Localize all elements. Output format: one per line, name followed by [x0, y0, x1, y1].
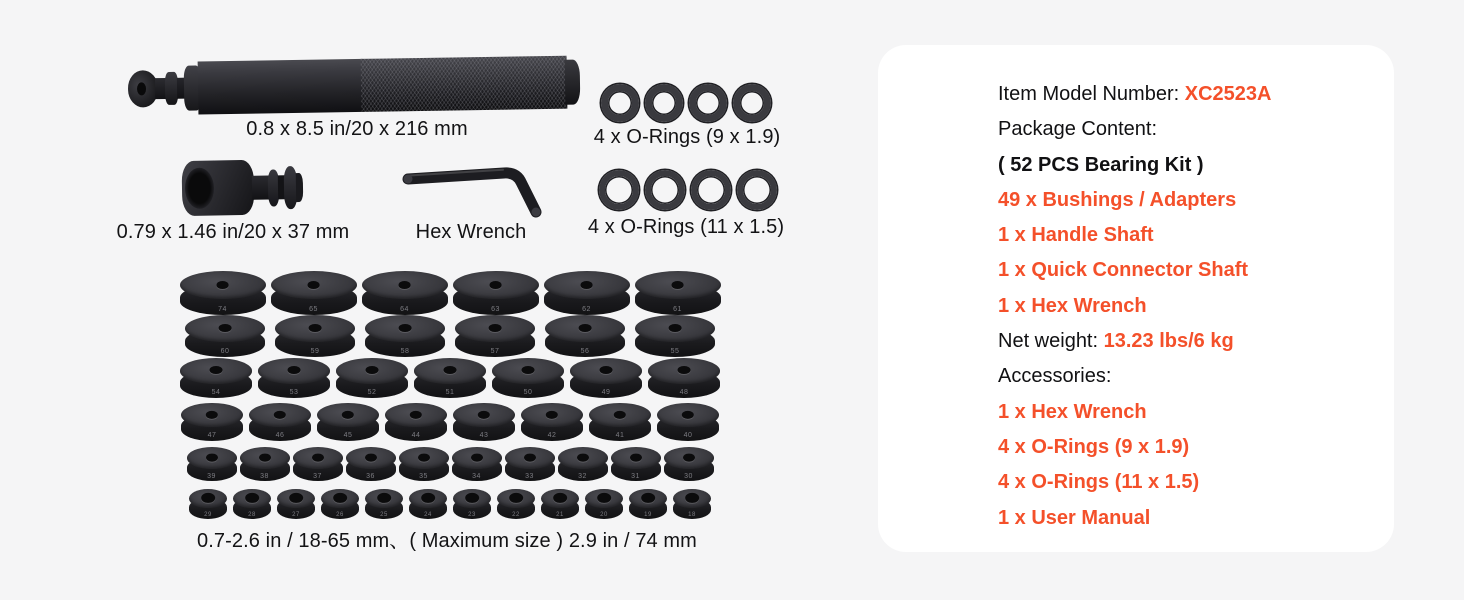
bushing-disc	[648, 358, 720, 398]
o-ring	[689, 84, 727, 122]
disc-size-label: 52	[367, 389, 377, 397]
disc-size-label: 58	[400, 348, 410, 356]
disc-hole	[206, 453, 218, 462]
bushing-row	[163, 315, 737, 357]
disc-hole	[579, 324, 592, 332]
disc-hole	[509, 493, 523, 503]
bushing-disc	[521, 403, 583, 441]
bushings-adapters-grid	[163, 271, 737, 519]
panel-value-accent: 1 x Hex Wrench	[998, 294, 1147, 317]
disc-size-label: 26	[336, 512, 344, 519]
disc-hole	[671, 281, 684, 289]
panel-line	[998, 112, 1374, 147]
disc-hole	[399, 324, 412, 332]
orings-9x1.9-image	[601, 84, 771, 122]
disc-size-label: 54	[211, 389, 221, 397]
disc-hole	[201, 493, 215, 503]
disc-size-label: 24	[424, 512, 432, 519]
disc-hole	[312, 453, 324, 462]
disc-size-label: 20	[600, 512, 608, 519]
bushing-disc	[497, 489, 535, 519]
disc-size-label: 47	[207, 432, 217, 440]
hex-wrench-image	[398, 162, 548, 222]
bushing-disc	[414, 358, 486, 398]
bushing-disc	[180, 358, 252, 398]
handle-shaft-dimensions-label: 0.8 x 8.5 in/20 x 216 mm	[246, 118, 468, 140]
disc-size-label: 38	[260, 472, 269, 480]
disc-hole	[288, 366, 301, 374]
disc-hole	[307, 281, 320, 289]
disc-size-label: 44	[411, 432, 421, 440]
panel-value-accent: 13.23 lbs/6 kg	[1103, 330, 1234, 353]
disc-hole	[418, 453, 430, 462]
disc-hole	[685, 493, 699, 503]
package-content-card	[878, 45, 1394, 552]
bushing-disc	[505, 447, 555, 481]
panel-value-accent: 1 x User Manual	[998, 506, 1151, 529]
disc-hole	[678, 366, 691, 374]
disc-size-label: 21	[556, 512, 564, 519]
o-ring	[733, 84, 771, 122]
o-ring	[601, 84, 639, 122]
connector-bore	[185, 168, 215, 209]
shaft-right-tip	[565, 59, 581, 104]
disc-hole	[444, 366, 457, 374]
disc-size-label: 35	[419, 472, 428, 480]
bushing-disc	[249, 403, 311, 441]
disc-size-label: 37	[313, 472, 322, 480]
bushing-disc	[293, 447, 343, 481]
panel-line	[998, 359, 1374, 394]
panel-line	[998, 218, 1374, 253]
disc-hole	[216, 281, 229, 289]
shaft-knurled-grip	[361, 56, 568, 112]
disc-size-label: 29	[204, 512, 212, 519]
disc-size-label: 60	[220, 348, 230, 356]
o-ring	[737, 170, 777, 210]
disc-size-label: 46	[275, 432, 285, 440]
bushing-disc	[189, 489, 227, 519]
disc-size-label: 39	[207, 472, 216, 480]
orings-9x1.9-label: 4 x O-Rings (9 x 1.9)	[593, 126, 781, 148]
panel-value-accent: 4 x O-Rings (11 x 1.5)	[998, 471, 1200, 494]
bushing-disc	[453, 271, 539, 315]
disc-hole	[245, 493, 259, 503]
disc-hole	[333, 493, 347, 503]
disc-hole	[398, 281, 411, 289]
disc-size-label: 41	[615, 432, 625, 440]
disc-hole	[580, 281, 593, 289]
disc-hole	[365, 453, 377, 462]
panel-value-accent: 49 x Bushings / Adapters	[998, 188, 1237, 211]
disc-hole	[366, 366, 379, 374]
o-ring	[691, 170, 731, 210]
bushing-disc	[544, 271, 630, 315]
disc-size-label: 65	[309, 306, 318, 314]
disc-hole	[489, 324, 502, 332]
bushing-disc	[271, 271, 357, 315]
shaft-smooth-section	[198, 59, 364, 115]
quick-connector-image	[181, 157, 304, 219]
bushing-disc	[233, 489, 271, 519]
bushing-disc	[321, 489, 359, 519]
disc-hole	[683, 453, 695, 462]
disc-hole	[309, 324, 322, 332]
bushing-disc	[629, 489, 667, 519]
disc-hole	[210, 366, 223, 374]
panel-value-accent: 1 x Quick Connector Shaft	[998, 259, 1249, 282]
disc-hole	[641, 493, 655, 503]
bushing-disc	[399, 447, 449, 481]
bushing-disc	[492, 358, 564, 398]
bushing-disc	[611, 447, 661, 481]
bushing-disc	[585, 489, 623, 519]
bushing-disc	[185, 315, 265, 357]
bushing-disc	[589, 403, 651, 441]
bushing-disc	[545, 315, 625, 357]
hex-wrench-label: Hex Wrench	[415, 221, 527, 243]
o-ring	[599, 170, 639, 210]
connector-tip	[296, 173, 304, 202]
orings-11x1.5-image	[599, 170, 777, 210]
disc-size-label: 22	[512, 512, 520, 519]
shaft-end-cap	[128, 70, 159, 107]
panel-label: Accessories:	[998, 365, 1112, 388]
bushing-disc	[664, 447, 714, 481]
disc-size-label: 32	[578, 472, 587, 480]
bushing-row	[163, 489, 737, 519]
panel-line	[998, 395, 1374, 430]
bushings-size-range-label: 0.7-2.6 in / 18-65 mm、( Maximum size ) 2.9 in / 74 mm	[197, 530, 697, 552]
quick-connector-dimensions-label: 0.79 x 1.46 in/20 x 37 mm	[116, 221, 350, 243]
bushing-disc	[635, 315, 715, 357]
disc-hole	[522, 366, 535, 374]
disc-size-label: 45	[343, 432, 353, 440]
bushing-disc	[336, 358, 408, 398]
disc-size-label: 53	[289, 389, 299, 397]
handle-shaft-image	[127, 46, 584, 123]
bushing-disc	[365, 315, 445, 357]
disc-hole	[669, 324, 682, 332]
disc-size-label: 43	[479, 432, 489, 440]
panel-line	[998, 148, 1374, 183]
disc-size-label: 33	[525, 472, 534, 480]
disc-size-label: 56	[580, 348, 590, 356]
disc-size-label: 51	[445, 389, 455, 397]
disc-hole	[219, 324, 232, 332]
panel-value-accent: 4 x O-Rings (9 x 1.9)	[998, 435, 1190, 458]
panel-line	[998, 324, 1374, 359]
disc-size-label: 62	[582, 306, 591, 314]
disc-hole	[577, 453, 589, 462]
panel-line	[998, 77, 1374, 112]
disc-size-label: 30	[684, 472, 693, 480]
panel-value-accent: 1 x Hex Wrench	[998, 400, 1147, 423]
bushing-row	[163, 447, 737, 481]
disc-size-label: 59	[310, 348, 320, 356]
bushing-disc	[570, 358, 642, 398]
bushing-disc	[558, 447, 608, 481]
disc-hole	[553, 493, 567, 503]
disc-size-label: 48	[679, 389, 689, 397]
disc-hole	[471, 453, 483, 462]
bushing-disc	[657, 403, 719, 441]
bushing-row	[163, 271, 737, 315]
disc-hole	[259, 453, 271, 462]
bushing-disc	[541, 489, 579, 519]
bushing-row	[163, 403, 737, 441]
o-ring	[645, 84, 683, 122]
disc-size-label: 64	[400, 306, 409, 314]
bushing-disc	[275, 315, 355, 357]
bushing-disc	[635, 271, 721, 315]
disc-hole	[289, 493, 303, 503]
disc-hole	[465, 493, 479, 503]
disc-size-label: 27	[292, 512, 300, 519]
bushing-row	[163, 358, 737, 398]
bushing-disc	[277, 489, 315, 519]
bushing-disc	[409, 489, 447, 519]
bushing-disc	[365, 489, 403, 519]
disc-size-label: 31	[631, 472, 640, 480]
panel-line	[998, 289, 1374, 324]
disc-size-label: 74	[218, 306, 227, 314]
connector-neck	[252, 176, 269, 200]
disc-size-label: 36	[366, 472, 375, 480]
panel-label: Item Model Number:	[998, 83, 1185, 105]
disc-size-label: 50	[523, 389, 533, 397]
panel-value-accent: 1 x Handle Shaft	[998, 224, 1154, 247]
panel-line	[998, 501, 1374, 536]
bushing-disc	[180, 271, 266, 315]
panel-label: Package Content:	[998, 118, 1157, 141]
bushing-disc	[187, 447, 237, 481]
bushing-disc	[181, 403, 243, 441]
bushing-disc	[453, 403, 515, 441]
shaft-end-hole	[137, 82, 146, 95]
bushing-disc	[453, 489, 491, 519]
panel-line	[998, 253, 1374, 288]
disc-size-label: 63	[491, 306, 500, 314]
bushing-disc	[240, 447, 290, 481]
disc-size-label: 40	[683, 432, 693, 440]
package-content-lines	[998, 77, 1374, 536]
disc-size-label: 28	[248, 512, 256, 519]
bushing-disc	[317, 403, 379, 441]
disc-hole	[524, 453, 536, 462]
disc-hole	[600, 366, 613, 374]
bushing-disc	[452, 447, 502, 481]
disc-size-label: 18	[688, 512, 696, 519]
orings-11x1.5-label: 4 x O-Rings (11 x 1.5)	[587, 216, 785, 238]
disc-hole	[597, 493, 611, 503]
disc-hole	[489, 281, 502, 289]
o-ring	[645, 170, 685, 210]
disc-size-label: 61	[673, 306, 682, 314]
bushing-disc	[385, 403, 447, 441]
bushing-disc	[673, 489, 711, 519]
bushing-disc	[346, 447, 396, 481]
bushing-disc	[362, 271, 448, 315]
bushing-disc	[455, 315, 535, 357]
panel-line	[998, 183, 1374, 218]
panel-label: Net weight:	[998, 330, 1104, 353]
disc-size-label: 55	[670, 348, 680, 356]
panel-line	[998, 430, 1374, 465]
disc-size-label: 25	[380, 512, 388, 519]
disc-hole	[377, 493, 391, 503]
panel-value-accent: XC2523A	[1184, 83, 1272, 105]
panel-line	[998, 465, 1374, 500]
disc-size-label: 42	[547, 432, 557, 440]
panel-label: ( 52 PCS Bearing Kit )	[998, 153, 1204, 176]
disc-size-label: 57	[490, 348, 500, 356]
disc-size-label: 49	[601, 389, 611, 397]
disc-hole	[630, 453, 642, 462]
disc-size-label: 23	[468, 512, 476, 519]
disc-size-label: 34	[472, 472, 481, 480]
disc-hole	[421, 493, 435, 503]
bushing-disc	[258, 358, 330, 398]
disc-size-label: 19	[644, 512, 652, 519]
